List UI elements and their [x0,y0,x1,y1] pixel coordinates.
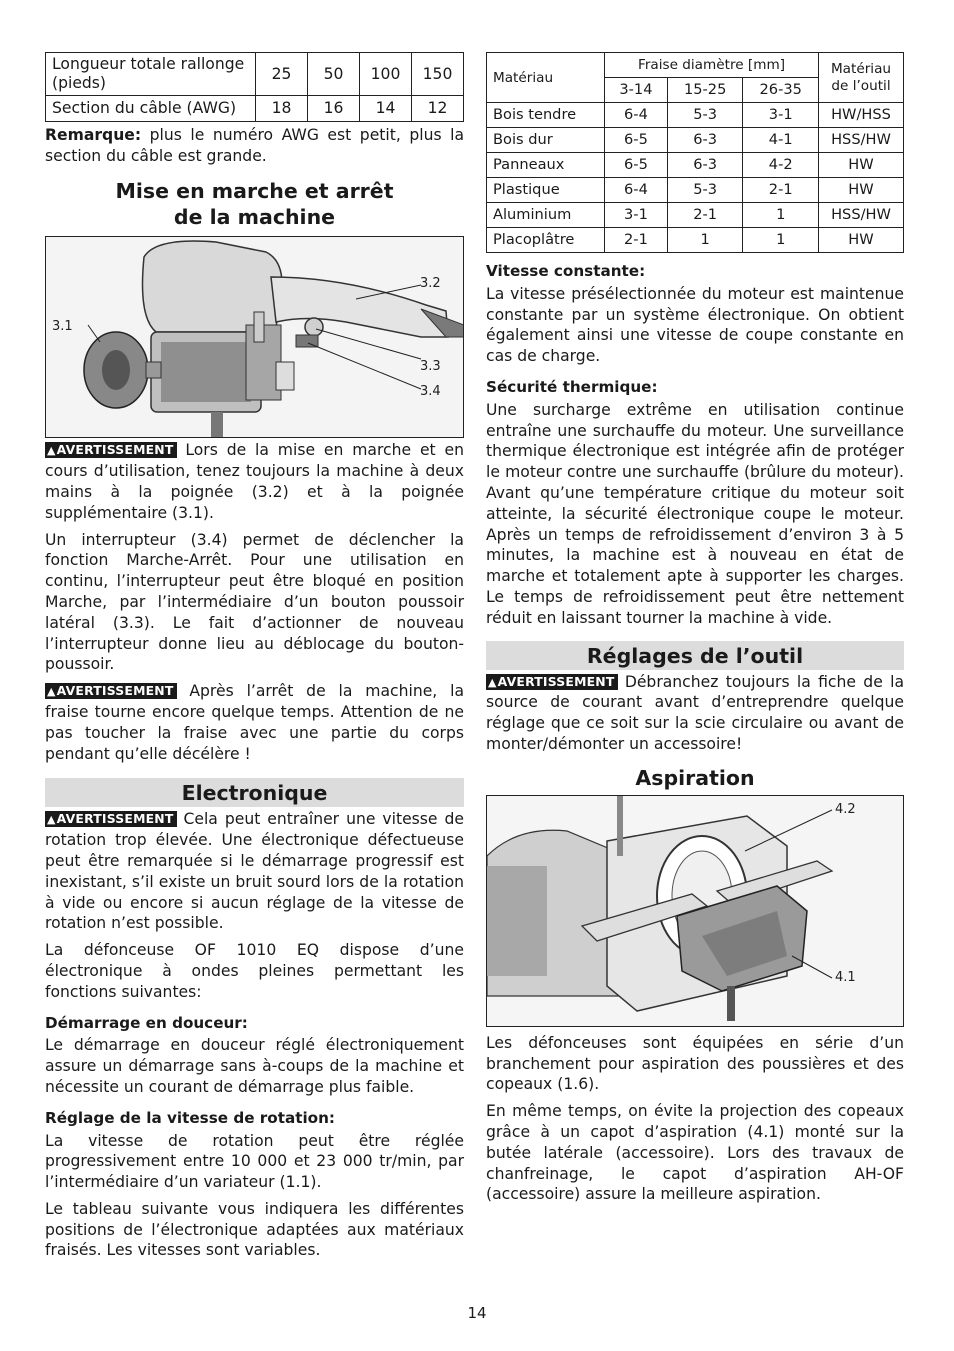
table-cell: 6-4 [605,103,668,128]
callout-3-3: 3.3 [420,359,441,375]
constant-speed-paragraph: La vitesse présélectionnée du moteur est maintenue constante par un système électronique. On obtient également ainsi une vitesse de coupe constante en cas de charge. [486,284,904,366]
note [45,125,464,167]
table-row [487,203,904,228]
callout-3-4: 3.4 [420,384,441,400]
page-number: 14 [467,1304,487,1322]
table-cell: HSS/HW [819,203,904,228]
warning-badge [486,674,618,690]
warning-label: AVERTISSEMENT [497,673,615,689]
table-cell: 6-3 [667,153,743,178]
callout-3-2: 3.2 [420,276,441,292]
table-cell: 6-5 [605,128,668,153]
row-label: Longueur totale rallonge (pieds) [46,53,256,96]
aspiration-paragraph-2: En même temps, on évite la projection des copeaux grâce à un capot d’aspiration (4.1) monté sur la butée latérale (accessoire). Lors des travaux de chanfreinage, le capot d’aspiration AH-OF (accessoire) assure la meilleure aspiration. [486,1102,904,1204]
header-range: 26-35 [743,78,819,103]
section-title-reglages: Réglages de l’outil [486,641,904,670]
subheading-speed: Réglage de la vitesse de rotation: [45,1108,335,1127]
table-cell: 6-3 [667,128,743,153]
table-cell: 5-3 [667,103,743,128]
note-label: Remarque: [45,125,142,144]
table-cell: 2-1 [743,178,819,203]
table-cell: 50 [308,53,360,96]
callout-4-2: 4.2 [835,801,856,817]
router-illustration [46,237,463,437]
table-cell: 6-5 [605,153,668,178]
table-cell: 14 [360,96,412,122]
subheading-constant-speed: Vitesse constante: [486,262,646,280]
table-row [487,153,904,178]
subheading-thermal: Sécurité thermique: [486,377,658,396]
left-column [45,52,464,1267]
table-cell: 4-1 [743,128,819,153]
right-column [486,52,904,1211]
table-row [487,103,904,128]
warning-text: Cela peut entraîner une vitesse de rotation trop élevée. Une électronique défectueuse peut être remarquée si le démarrage progressif est inexistant, s’il existe un bruit sourd lors de la rotation à vide ou encore si aucun réglage de la vitesse de rotation n’est possible. [45,810,464,933]
extension-cable-table [45,52,464,122]
row-label: Section du câble (AWG) [46,96,256,122]
figure-router-handle [45,236,464,438]
table-row [487,178,904,203]
table-cell: Panneaux [487,153,605,178]
table-header-row [487,53,904,78]
warning-reglages [486,672,904,755]
figure-dust-extraction [486,795,904,1027]
table-cell: HW/HSS [819,103,904,128]
table-cell: 2-1 [667,203,743,228]
warning-label: AVERTISSEMENT [56,442,174,458]
table-cell: 5-3 [667,178,743,203]
warning-badge [45,683,177,699]
table-cell: Aluminium [487,203,605,228]
table-row [487,128,904,153]
electronique-paragraph: La défonceuse OF 1010 EQ dispose d’une électronique à ondes pleines permettant les fonctions suivantes: [45,941,464,1001]
table-cell: 16 [308,96,360,122]
table-intro-paragraph: Le tableau suivante vous indiquera les différentes positions de l’électronique adaptées aux matériaux fraisés. Les vitesses sont variables. [45,1199,464,1260]
material-speed-table [486,52,904,253]
table-cell: 1 [667,228,743,253]
thermal-paragraph: Une surcharge extrême en utilisation continue entraîne une surchauffe du moteur. Une surveillance thermique électronique est intégrée afin de protéger le moteur contre une surchauffe (brûlure du moteur). Avant qu’une température critique du moteur soit atteinte, la sécurité électronique coupe le moteur. Après un temps de refroidissement d’environ 3 à 5 minutes, la machine est à nouveau en état de marche et totalement apte à supporter les charges. Le temps de refroidissement peut être nettement réduit en laissant tourner la machine à vide. [486,400,904,627]
table-cell: 3-1 [743,103,819,128]
table-cell: 6-4 [605,178,668,203]
warning-label: AVERTISSEMENT [56,683,174,699]
note-text: plus le numéro AWG est petit, plus la section du câble est grande. [45,125,464,165]
table-cell: 25 [256,53,308,96]
table-row [46,53,464,96]
table-cell: 150 [412,53,464,96]
warning-text: Lors de la mise en marche et en cours d’utilisation, tenez toujours la machine à deux mains à la poignée (3.2) et à la poignée supplémentaire (3.1). [45,441,464,522]
warning-electronique [45,809,464,934]
warning-text: Débranchez toujours la fiche de la source de courant avant d’entreprendre quelque réglage que ce soit sur la scie circulaire ou avant de monter/démonter un accessoire! [486,672,904,753]
warning-triangle-icon: ▲ [47,813,56,827]
table-row [46,96,464,122]
table-cell: 1 [743,228,819,253]
header-material: Matériau [487,53,605,103]
warning-badge [45,811,177,827]
table-cell: 18 [256,96,308,122]
callout-3-1: 3.1 [52,319,73,335]
subheading-soft-start: Démarrage en douceur: [45,1013,248,1032]
table-cell: Bois dur [487,128,605,153]
aspiration-paragraph-1: Les défonceuses sont équipées en série d’un branchement pour aspiration des poussières et des copeaux (1.6). [486,1033,904,1094]
header-diameter: Fraise diamètre [mm] [605,53,819,78]
soft-start-paragraph: Le démarrage en douceur réglé électroniquement assure un démarrage sans à-coups de la machine et nécessite un courant de démarrage plus faible. [45,1036,464,1096]
warning-triangle-icon: ▲ [488,675,497,689]
table-cell: HW [819,153,904,178]
section-title-electronique: Electronique [45,778,464,807]
table-cell: HSS/HW [819,128,904,153]
header-tool: Matériau de l’outil [819,53,904,103]
callout-4-1: 4.1 [835,969,856,985]
table-cell: 4-2 [743,153,819,178]
table-cell: 3-1 [605,203,668,228]
section-title-onoff: Mise en marche et arrêt de la machine [115,179,394,230]
table-cell: 1 [743,203,819,228]
warning-onoff-1 [45,440,464,523]
warning-onoff-2 [45,681,464,764]
table-cell: HW [819,178,904,203]
table-cell: 12 [412,96,464,122]
section-title-aspiration: Aspiration [635,765,755,790]
header-range: 15-25 [667,78,743,103]
onoff-paragraph: Un interrupteur (3.4) permet de déclencher la fonction Marche-Arrêt. Pour une utilisation en continu, l’interrupteur peut être bloqué en position Marche, par l’intermédiaire d’un bouton poussoir latéral (3.3). Le fait d’actionner de nouveau l’interrupteur donne lieu au déblocage du bouton-poussoir. [45,530,464,674]
table-cell: Bois tendre [487,103,605,128]
header-range: 3-14 [605,78,668,103]
warning-label: AVERTISSEMENT [56,811,174,827]
table-row [487,228,904,253]
table-cell: Plastique [487,178,605,203]
table-cell: Placoplâtre [487,228,605,253]
extraction-illustration [487,796,903,1026]
table-cell: 100 [360,53,412,96]
speed-paragraph: La vitesse de rotation peut être réglée progressivement entre 10 000 et 23 000 tr/min, par l’intermédiaire d’un variateur (1.1). [45,1131,464,1192]
table-cell: HW [819,228,904,253]
warning-triangle-icon: ▲ [47,685,56,699]
warning-triangle-icon: ▲ [47,444,56,458]
table-cell: 2-1 [605,228,668,253]
warning-text: Après l’arrêt de la machine, la fraise tourne encore quelque temps. Attention de ne pas toucher la fraise avec une partie du corps pendant qu’elle décélère ! [45,682,464,763]
warning-badge [45,442,177,458]
